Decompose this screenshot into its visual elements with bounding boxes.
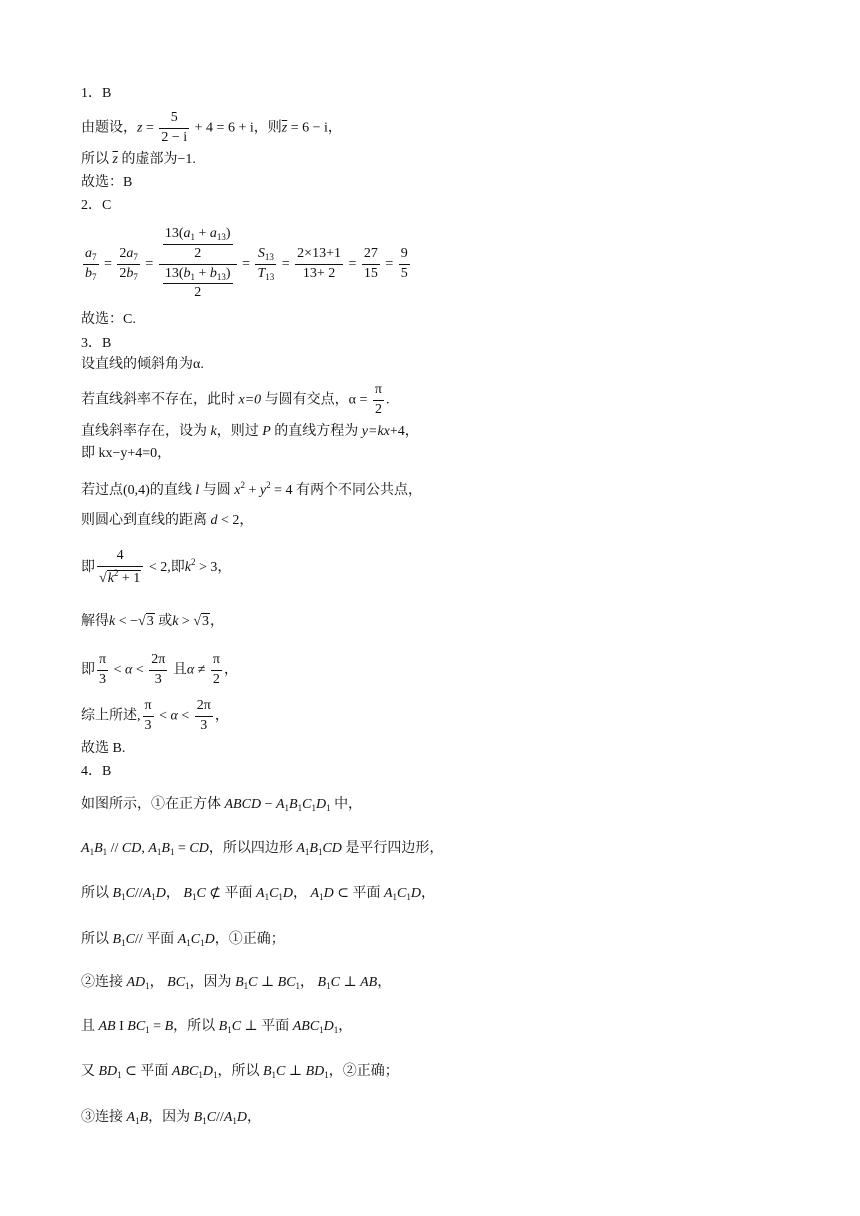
q1-line-3: 故选：B [81, 175, 133, 190]
q4-line-4: 所以 $B_1C//$ 平面 $A_1C_1D$，①正确； [81, 932, 285, 948]
q4-line-7: 又 $BD_1$ ⊂ 平面 $ABC_1D_1$，所以 $B_1C$ ⊥ $BD_1$，②正确； [81, 1064, 399, 1080]
q3-line-6: 则圆心到直线的距离 d < 2， [81, 513, 254, 528]
q3-line-3: 直线斜率存在，设为 k，则过 P 的直线方程为 y=kx+4， [81, 424, 419, 439]
q3-line-9: 即 $\frac{\pi}{3}$ < α < $\frac{2\pi}{3}$ 且α ≠ $\frac{\pi}{2}$ ， [81, 652, 238, 687]
q4-line-3: 所以 $B_1C//A_1D$， $B_1C$ ⊄ 平面 $A_1C_1D$， $A_1D$ ⊂ 平面 $A_1C_1D$， [81, 886, 435, 902]
q3-line-10: 综上所述, $\frac{\pi}{3}$ < α < $\frac{2\pi}{3}$ ， [81, 698, 229, 733]
q1-line-1: 由题设，z = $\frac{5}{2 - i}$ + 4 = 6 + i，则$\overline{z} = 6 - i$， [81, 110, 342, 145]
q3-line-4: 即 kx−y+4=0， [81, 446, 172, 461]
q2-formula: $\frac{a_7}{b_7}$ = $\frac{2a_7}{2b_7}$ = $\frac{\frac{13(a_1 + a_{13})}{2}}{\frac{13(b_1 + b_{13})}{2}}$ = $\frac{S_{13}}{T_{13}}$ = $\frac{2\times 13+1}{13+ 2}$ = $\frac{27}{15}$ = $\frac{9}{5}$ [85, 226, 408, 301]
q3-line-11: 故选 B. [81, 741, 126, 756]
q3-line-1: 设直线的倾斜角为α. [81, 357, 204, 372]
q4-answer: 4．B [81, 764, 112, 779]
q4-line-5: ②连接 $AD_1$， $BC_1$，因为 $B_1C$ ⊥ $BC_1$， $B_1C$ ⊥ AB， [81, 975, 392, 991]
q4-line-1: 如图所示，①在正方体 ABCD − $A_1B_1C_1D_1$ 中， [81, 797, 363, 813]
q3-line-2: 若直线斜率不存在，此时 x=0 与圆有交点，α = $\frac{\pi}{2}$ . [81, 382, 390, 417]
q2-line-2: 故选：C. [81, 312, 136, 327]
q3-line-8: 解得k < −√3 或k > √3， [81, 614, 225, 629]
q2-answer: 2．C [81, 198, 112, 213]
q3-line-7: 即 $\frac{4}{√k^2 + 1}$ < 2,即$k^2 > 3$， [81, 548, 232, 586]
q4-line-2: $A_1B_1$ // CD, $A_1B_1$ = CD，所以四边形 $A_1B_1CD$ 是平行四边形， [81, 841, 444, 857]
q1-line-2: 所以 $\overline{z}$ 的虚部为−1. [81, 152, 196, 167]
q1-answer: 1．B [81, 86, 112, 101]
q4-line-8: ③连接 $A_1B$，因为 $B_1C//A_1D$， [81, 1110, 261, 1126]
q3-line-5: 若过点(0,4)的直线 l 与圆 $x^2 + y^2 = 4$ 有两个不同公共点， [81, 480, 422, 498]
q4-line-6: 且 AB I $BC_1 = B$，所以 $B_1C$ ⊥ 平面 $ABC_1D_1$， [81, 1019, 353, 1035]
q3-answer: 3．B [81, 336, 112, 351]
